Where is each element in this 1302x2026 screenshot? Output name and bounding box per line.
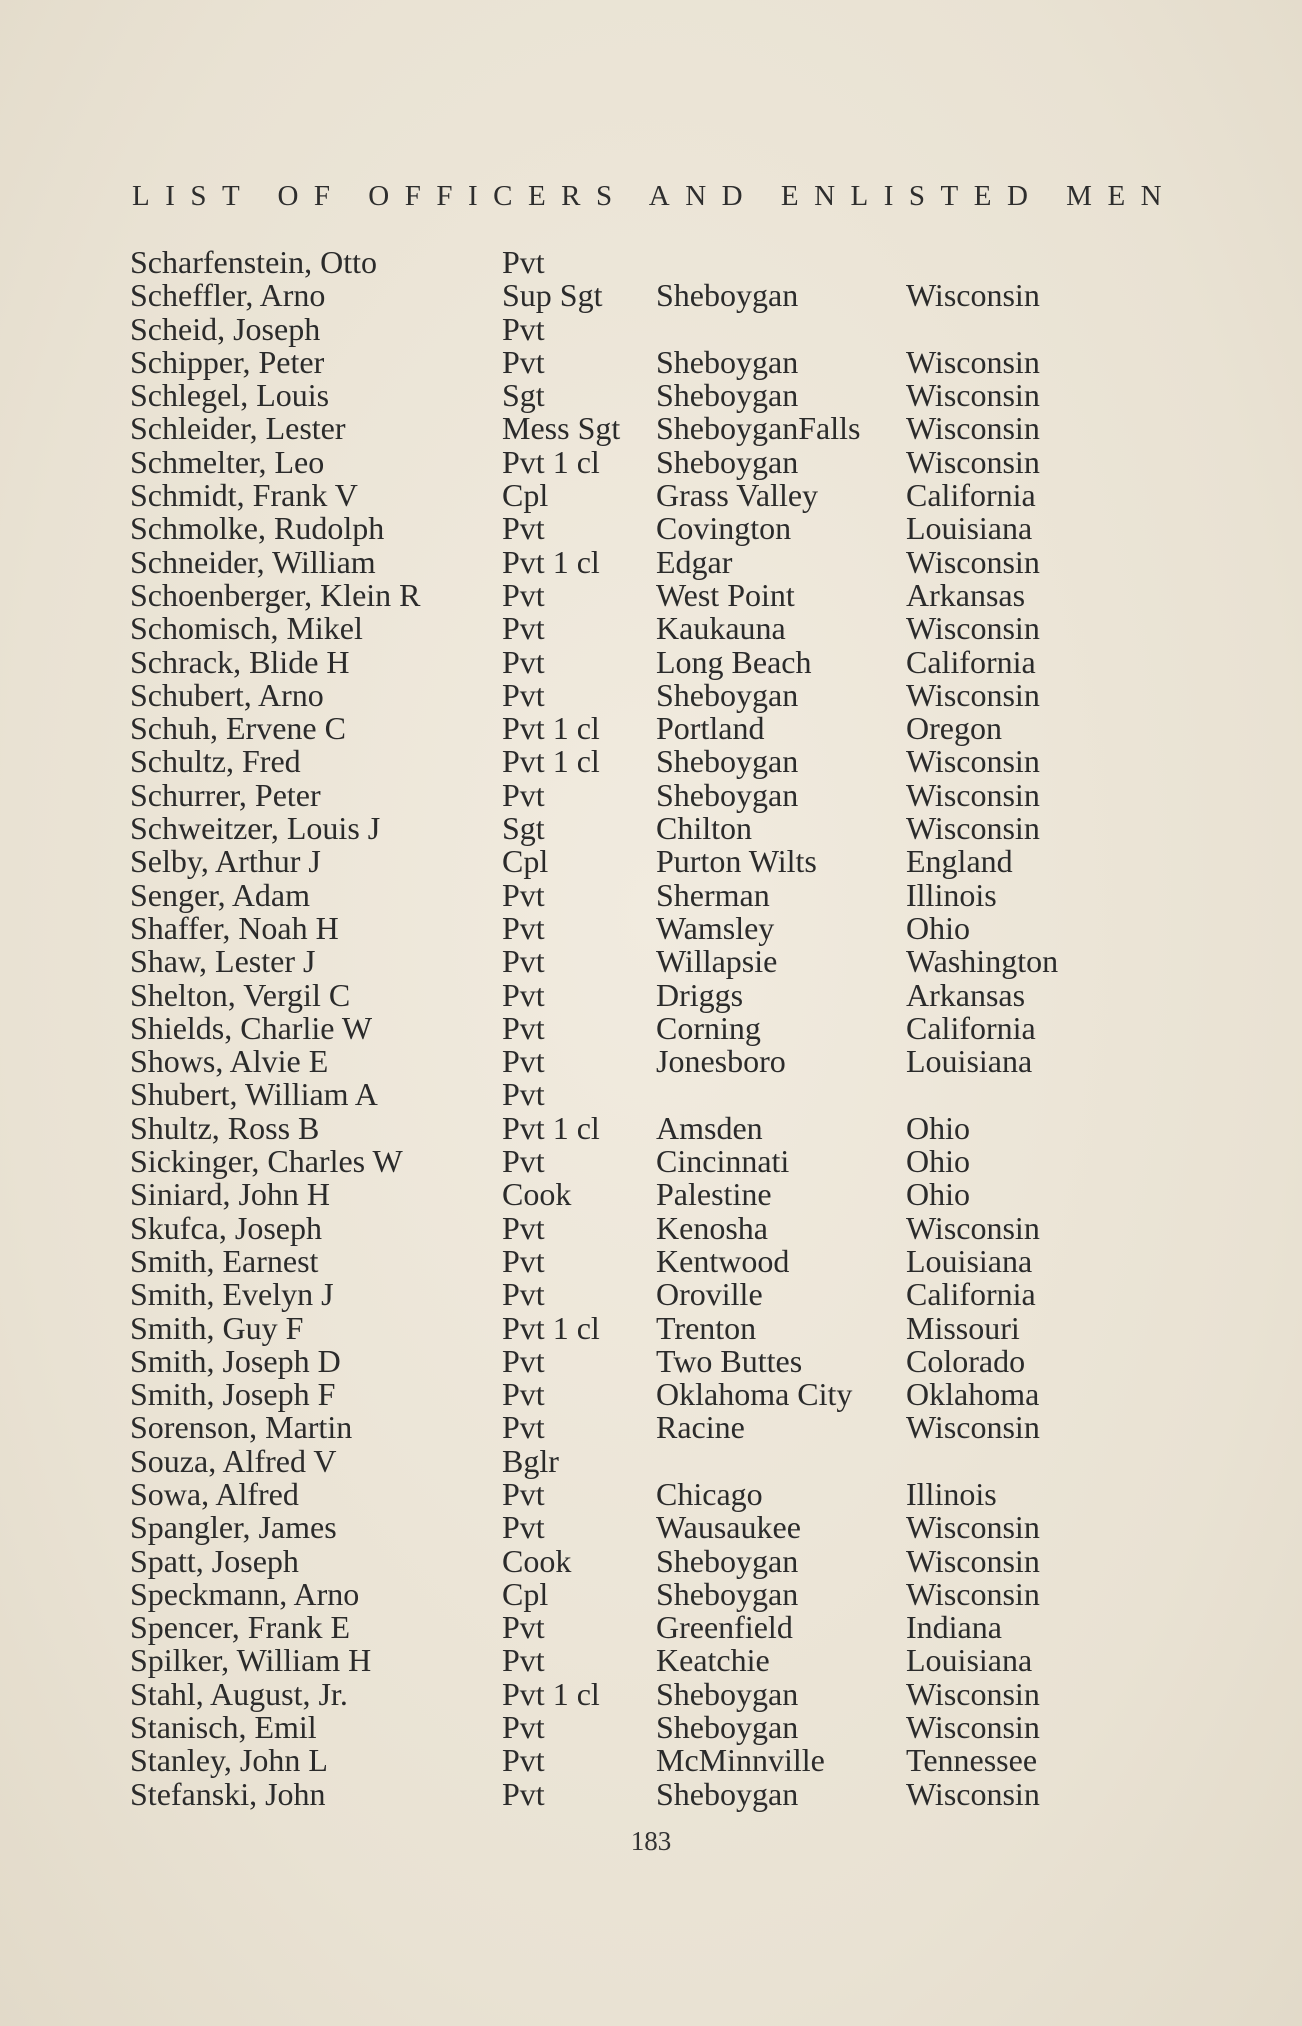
roster-row [124,1411,1124,1444]
roster-row [124,712,1124,745]
member-name: Smith, Earnest [130,1242,319,1279]
member-state: Wisconsin [906,1775,1040,1812]
member-city: Kenosha [656,1209,768,1246]
member-city: Edgar [656,543,733,580]
member-state: Missouri [906,1309,1020,1346]
member-city: Chilton [656,810,753,847]
member-rank: Pvt [502,676,545,713]
member-city: Sheboygan [656,676,799,713]
roster-row [124,1109,1124,1146]
member-name: Smith, Evelyn J [130,1276,334,1313]
member-state: England [906,843,1013,880]
member-name: Schipper, Peter [130,343,325,380]
roster-row [124,1775,1124,1812]
member-city: Sheboygan [656,277,799,314]
member-name: Souza, Alfred V [130,1442,337,1479]
member-state: Wisconsin [906,1209,1040,1246]
member-city: Long Beach [656,643,812,680]
member-name: Sickinger, Charles W [130,1143,403,1180]
member-rank: Pvt [502,1475,545,1512]
roster-row [124,246,1124,279]
member-name: Siniard, John H [130,1176,330,1213]
member-name: Schuh, Ervene C [130,710,346,747]
member-state: Ohio [906,909,970,946]
member-name: Spangler, James [130,1509,337,1546]
member-state: Wisconsin [906,810,1040,847]
roster-row [124,1242,1124,1279]
member-city: Wausaukee [656,1509,801,1546]
member-name: Schweitzer, Louis J [130,810,381,847]
member-state: Colorado [906,1342,1026,1379]
member-name: Schmolke, Rudolph [130,510,385,547]
roster-row [124,612,1124,645]
member-city: Jonesboro [656,1043,786,1080]
member-rank: Pvt [502,1376,545,1413]
member-name: Skufca, Joseph [130,1209,322,1246]
roster-list [124,246,1124,1811]
member-state: Oregon [906,710,1002,747]
member-name: Sowa, Alfred [130,1475,299,1512]
roster-row [124,1511,1124,1544]
member-state: Arkansas [906,576,1026,613]
member-city: Driggs [656,976,744,1013]
member-rank: Pvt [502,1409,545,1446]
member-name: Spatt, Joseph [130,1542,299,1579]
member-rank: Pvt [502,244,545,280]
roster-row [124,1342,1124,1379]
member-city: Sheboygan [656,1675,799,1712]
member-state: Wisconsin [906,1675,1040,1712]
member-name: Selby, Arthur J [130,843,321,880]
member-name: Schubert, Arno [130,676,324,713]
roster-row [124,776,1124,813]
member-name: Scheid, Joseph [130,310,321,347]
member-rank: Pvt 1 cl [502,543,600,580]
roster-row [124,1045,1124,1078]
member-state: Ohio [906,1109,970,1146]
member-rank: Pvt [502,1609,545,1646]
member-state: Tennessee [906,1742,1038,1779]
member-name: Shubert, William A [130,1076,378,1113]
roster-row [124,676,1124,713]
roster-row [124,1009,1124,1046]
member-rank: Cpl [502,843,549,880]
member-rank: Pvt [502,1276,545,1313]
member-rank: Sgt [502,810,545,847]
member-rank: Pvt 1 cl [502,1109,600,1146]
member-city: Amsden [656,1109,763,1146]
member-name: Scharfenstein, Otto [130,244,378,280]
member-state: Louisiana [906,1242,1033,1279]
member-city: Willapsie [656,943,778,980]
roster-row [124,909,1124,946]
member-rank: Pvt [502,510,545,547]
roster-row [124,812,1124,845]
member-rank: Pvt [502,1775,545,1812]
roster-row [124,1542,1124,1579]
member-city: Wamsley [656,909,775,946]
member-state: Wisconsin [906,1575,1040,1612]
member-state: Wisconsin [906,1509,1040,1546]
member-city: Kentwood [656,1242,790,1279]
member-rank: Pvt 1 cl [502,443,600,480]
page-number: 183 [630,1826,672,1856]
member-rank: Cpl [502,1575,549,1612]
roster-row [124,1078,1124,1111]
member-city: Sheboygan [656,776,799,813]
member-city: Keatchie [656,1642,770,1679]
member-name: Sorenson, Martin [130,1409,353,1446]
member-name: Smith, Joseph F [130,1376,336,1413]
member-city: Sheboygan [656,343,799,380]
member-rank: Pvt 1 cl [502,743,600,780]
member-rank: Pvt [502,1642,545,1679]
roster-row [124,412,1124,445]
member-state: Wisconsin [906,443,1040,480]
member-city: Oklahoma City [656,1376,853,1413]
member-city: Sheboygan [656,1775,799,1812]
member-city: Chicago [656,1475,763,1512]
member-rank: Cpl [502,477,549,514]
member-state: Ohio [906,1143,970,1180]
roster-row [124,310,1124,347]
member-state: Wisconsin [906,1709,1040,1746]
member-city: Sheboygan [656,1575,799,1612]
member-city: Covington [656,510,792,547]
member-state: Wisconsin [906,410,1040,447]
member-rank: Pvt [502,1009,545,1046]
member-name: Stanisch, Emil [130,1709,317,1746]
member-rank: Pvt [502,343,545,380]
roster-row [124,1475,1124,1512]
member-name: Schrack, Blide H [130,643,350,680]
member-name: Shows, Alvie E [130,1043,329,1080]
member-state: Louisiana [906,1043,1033,1080]
member-city: SheboyganFalls [656,410,861,447]
roster-row [124,512,1124,545]
member-city: Oroville [656,1276,763,1313]
member-state: Wisconsin [906,1409,1040,1446]
roster-row [124,576,1124,613]
member-city: Sheboygan [656,1542,799,1579]
member-state: Wisconsin [906,343,1040,380]
roster-row [124,379,1124,412]
roster-row [124,343,1124,380]
member-city: Greenfield [656,1609,793,1646]
roster-row [124,876,1124,913]
member-rank: Sgt [502,377,545,414]
member-state: Wisconsin [906,1542,1040,1579]
member-state: Wisconsin [906,676,1040,713]
member-rank: Pvt [502,1076,545,1113]
member-name: Schmelter, Leo [130,443,325,480]
member-state: Wisconsin [906,610,1040,647]
roster-row [124,845,1124,878]
roster-row [124,976,1124,1013]
roster-row [124,1378,1124,1411]
member-rank: Pvt 1 cl [502,1675,600,1712]
roster-row [124,1278,1124,1311]
member-state: Louisiana [906,1642,1033,1679]
member-rank: Pvt [502,1742,545,1779]
member-rank: Mess Sgt [502,410,621,447]
member-name: Spencer, Frank E [130,1609,350,1646]
member-rank: Pvt [502,1043,545,1080]
member-name: Schomisch, Mikel [130,610,363,647]
member-state: California [906,643,1036,680]
member-rank: Cook [502,1542,572,1579]
roster-row [124,945,1124,978]
member-rank: Pvt [502,1342,545,1379]
member-state: Indiana [906,1609,1002,1646]
member-name: Schlegel, Louis [130,377,330,414]
roster-row [124,279,1124,312]
member-state: Louisiana [906,510,1033,547]
member-name: Scheffler, Arno [130,277,326,314]
member-rank: Pvt [502,1709,545,1746]
member-name: Shultz, Ross B [130,1109,320,1146]
member-name: Shaffer, Noah H [130,909,339,946]
member-city: Trenton [656,1309,757,1346]
member-name: Stahl, August, Jr. [130,1675,348,1712]
member-name: Schoenberger, Klein R [130,576,421,613]
member-state: Wisconsin [906,543,1040,580]
member-rank: Pvt [502,876,545,913]
member-state: California [906,1276,1036,1313]
roster-row [124,443,1124,480]
member-city: Cincinnati [656,1143,790,1180]
member-rank: Pvt 1 cl [502,1309,600,1346]
member-name: Schmidt, Frank V [130,477,358,514]
member-state: Arkansas [906,976,1026,1013]
member-name: Smith, Joseph D [130,1342,341,1379]
roster-row [124,1644,1124,1677]
member-rank: Pvt [502,576,545,613]
roster-row [124,1744,1124,1777]
member-state: Illinois [906,1475,997,1512]
roster-row [124,1178,1124,1211]
member-city: Sherman [656,876,770,913]
roster-row [124,1442,1124,1479]
member-city: Sheboygan [656,443,799,480]
member-name: Senger, Adam [130,876,311,913]
member-city: Sheboygan [656,743,799,780]
member-rank: Pvt [502,610,545,647]
member-name: Schleider, Lester [130,410,346,447]
member-name: Stefanski, John [130,1775,326,1812]
member-city: Kaukauna [656,610,786,647]
roster-row [124,1145,1124,1178]
roster-row [124,1611,1124,1644]
member-city: Portland [656,710,765,747]
member-city: Corning [656,1009,761,1046]
member-city: Purton Wilts [656,843,817,880]
roster-row [124,1309,1124,1346]
member-rank: Pvt [502,643,545,680]
member-state: Washington [906,943,1059,980]
member-state: Oklahoma [906,1376,1040,1413]
member-rank: Pvt [502,1209,545,1246]
roster-row [124,1209,1124,1246]
member-rank: Pvt [502,976,545,1013]
member-name: Schultz, Fred [130,743,301,780]
member-name: Schneider, William [130,543,376,580]
member-city: Two Buttes [656,1342,803,1379]
page-title: LIST OF OFFICERS AND ENLISTED MEN [132,180,1178,212]
member-state: Illinois [906,876,997,913]
member-city: Sheboygan [656,1709,799,1746]
member-state: California [906,477,1036,514]
member-name: Shaw, Lester J [130,943,316,980]
member-rank: Cook [502,1176,572,1213]
roster-row [124,1711,1124,1744]
member-city: Sheboygan [656,377,799,414]
member-name: Smith, Guy F [130,1309,304,1346]
member-rank: Sup Sgt [502,277,603,314]
member-rank: Pvt [502,1509,545,1546]
member-state: Wisconsin [906,743,1040,780]
member-rank: Bglr [502,1442,559,1479]
roster-row [124,543,1124,580]
member-state: Wisconsin [906,277,1040,314]
roster-row [124,1675,1124,1712]
member-city: Racine [656,1409,745,1446]
member-rank: Pvt [502,943,545,980]
member-name: Spilker, William H [130,1642,372,1679]
member-name: Stanley, John L [130,1742,328,1779]
member-state: California [906,1009,1036,1046]
member-state: Wisconsin [906,776,1040,813]
member-name: Schurrer, Peter [130,776,321,813]
member-rank: Pvt [502,1242,545,1279]
member-rank: Pvt [502,1143,545,1180]
member-rank: Pvt 1 cl [502,710,600,747]
roster-row [124,643,1124,680]
member-rank: Pvt [502,909,545,946]
roster-row [124,1575,1124,1612]
roster-row [124,745,1124,778]
member-city: McMinnville [656,1742,825,1779]
member-name: Speckmann, Arno [130,1575,360,1612]
member-rank: Pvt [502,776,545,813]
member-name: Shields, Charlie W [130,1009,373,1046]
member-rank: Pvt [502,310,545,347]
member-state: Ohio [906,1176,970,1213]
roster-row [124,479,1124,512]
member-state: Wisconsin [906,377,1040,414]
member-city: West Point [656,576,795,613]
member-city: Palestine [656,1176,772,1213]
member-name: Shelton, Vergil C [130,976,351,1013]
member-city: Grass Valley [656,477,819,514]
